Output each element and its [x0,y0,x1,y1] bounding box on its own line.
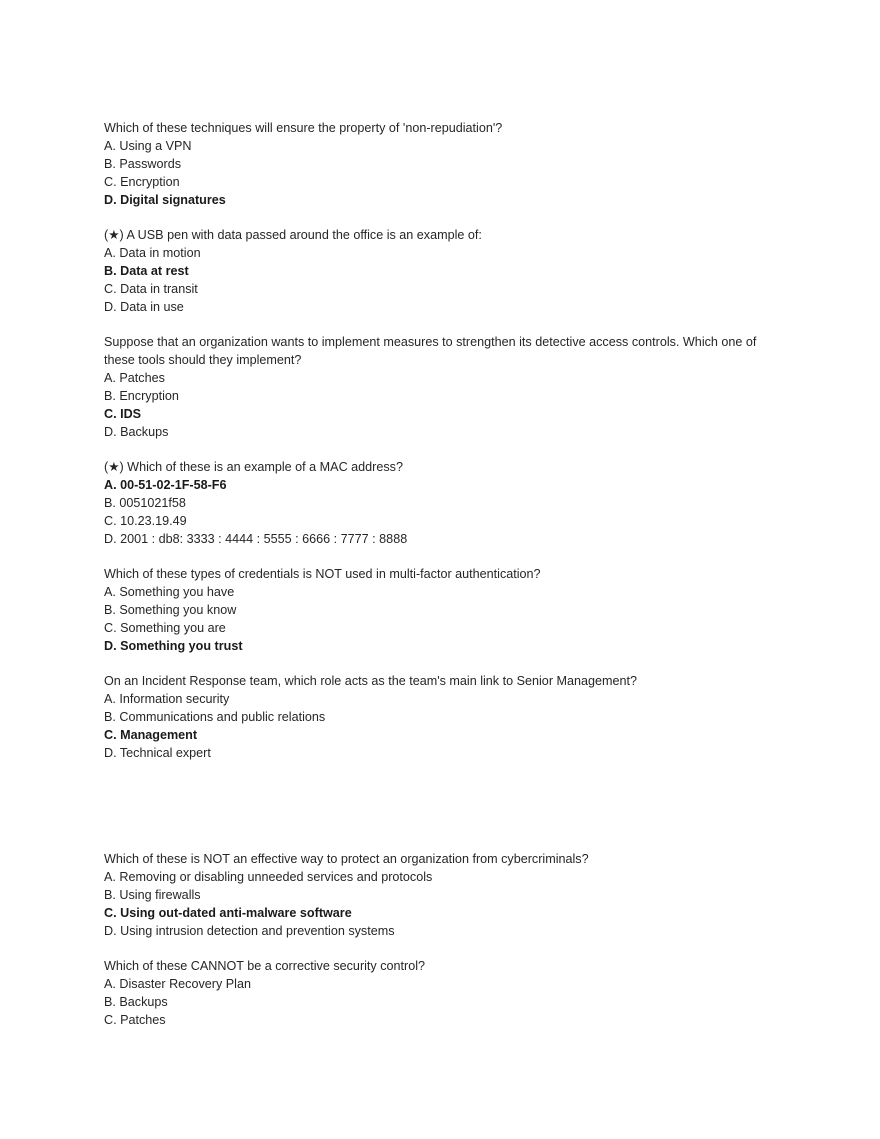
answer-option: A. Patches [104,370,165,385]
answer-option: B. Communications and public relations [104,709,326,724]
answer-option: C. Something you are [104,620,226,635]
question-block [104,851,784,941]
question-text: On an Incident Response team, which role acts as the team's main link to Senior Management? [104,674,638,688]
answer-option: D. Data in use [104,299,184,314]
correct-answer-option: A. 00-51-02-1F-58-F6 [104,477,227,492]
answer-option: A. Information security [104,691,230,706]
correct-answer-option: D. Digital signatures [104,192,226,207]
question-block [104,227,784,317]
answer-option: C. 10.23.19.49 [104,513,187,528]
question-text: Which of these is NOT an effective way to protect an organization from cybercriminals? [104,852,589,866]
answer-option: B. Backups [104,994,168,1009]
answer-option: A. Disaster Recovery Plan [104,976,251,991]
answer-option: A. Something you have [104,584,235,599]
answer-option: A. Data in motion [104,245,201,260]
question-text: Which of these techniques will ensure the property of 'non-repudiation'? [104,121,503,135]
answer-option: B. 0051021f58 [104,495,186,510]
question-block [104,958,784,1030]
question-text: Which of these types of credentials is NOT used in multi-factor authentication? [104,567,541,581]
answer-option: C. Data in transit [104,281,198,296]
correct-answer-option: C. Management [104,727,198,742]
correct-answer-option: D. Something you trust [104,638,243,653]
correct-answer-option: C. IDS [104,406,142,421]
answer-option: C. Patches [104,1012,166,1027]
question-text: (★) A USB pen with data passed around the office is an example of: [104,228,482,242]
answer-option: A. Removing or disabling unneeded services and protocols [104,869,433,884]
correct-answer-option: C. Using out-dated anti-malware software [104,905,352,920]
answer-option: D. Using intrusion detection and prevention systems [104,923,395,938]
answer-option: D. Technical expert [104,745,211,760]
question-block [104,566,784,656]
answer-option: C. Encryption [104,174,180,189]
question-block [104,673,784,763]
answer-option: B. Using firewalls [104,887,201,902]
answer-option: B. Something you know [104,602,237,617]
correct-answer-option: B. Data at rest [104,263,189,278]
question-block [104,120,784,210]
question-text: Which of these CANNOT be a corrective security control? [104,959,426,973]
answer-option: A. Using a VPN [104,138,192,153]
answer-option: D. Backups [104,424,169,439]
answer-option: B. Passwords [104,156,181,171]
answer-option: D. 2001 : db8: 3333 : 4444 : 5555 : 6666 : 7777 : 8888 [104,531,408,546]
question-text: (★) Which of these is an example of a MAC address? [104,460,403,474]
answer-option: B. Encryption [104,388,179,403]
question-block [104,334,784,441]
question-block [104,459,784,549]
question-text: Suppose that an organization wants to implement measures to strengthen its detective access controls. Which one of these tools should they implement? [104,335,757,367]
